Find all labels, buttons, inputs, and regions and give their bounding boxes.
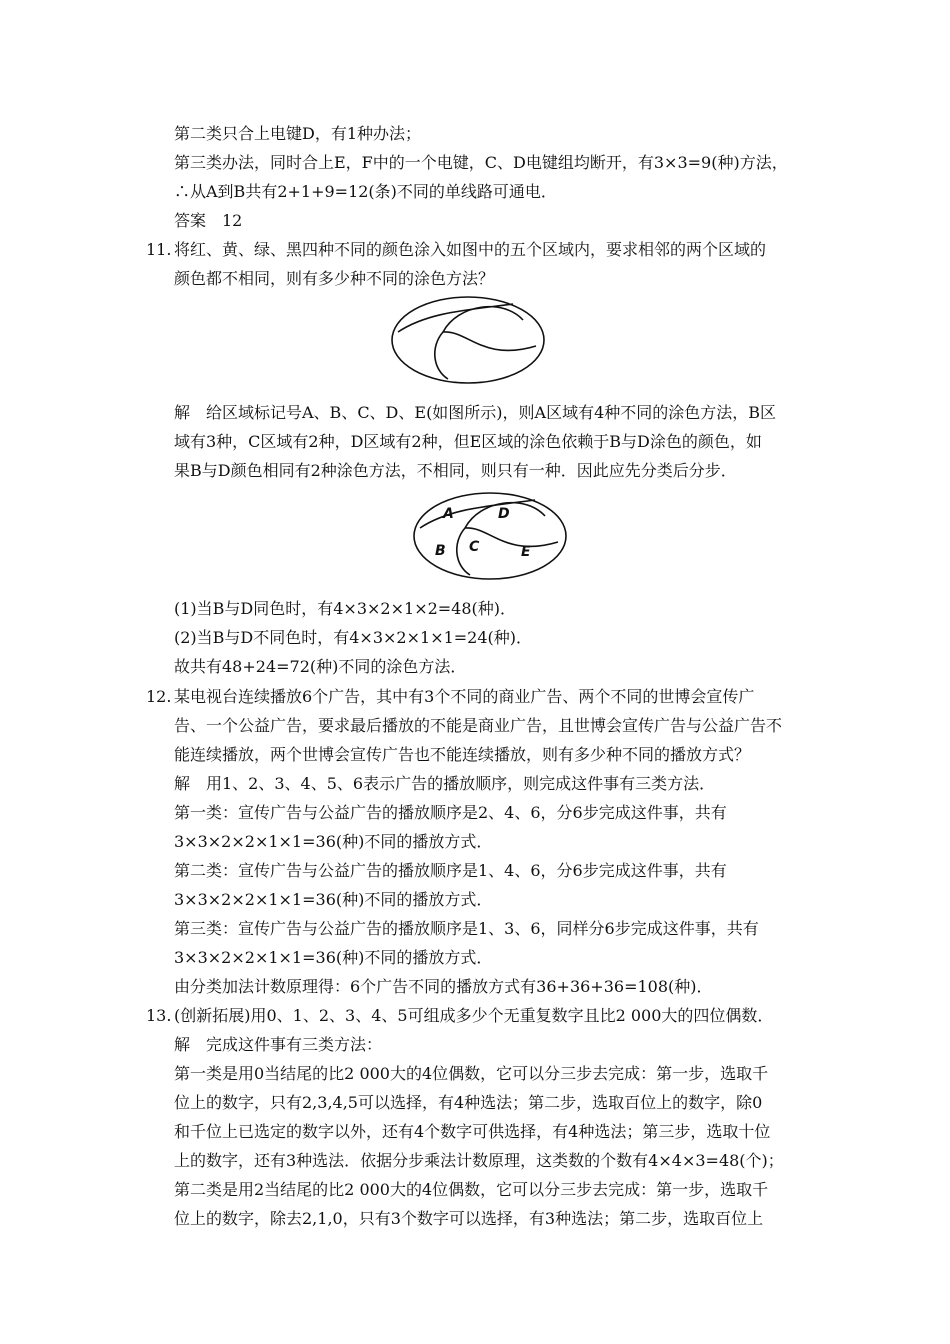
text-line: 由分类加法计数原理得：6个广告不同的播放方式有36+36+36=108(种)． [174, 977, 713, 996]
answer-line: 答案 12 [174, 211, 243, 230]
text-line: 3×3×2×2×1×1=36(种)不同的播放方式． [174, 948, 493, 967]
text-line: 告、一个公益广告，要求最后播放的不能是商业广告，且世博会宣传广告与公益广告不 [174, 716, 783, 735]
text-line: 第二类是用2当结尾的比2 000大的4位偶数，它可以分三步去完成：第一步，选取千 [174, 1180, 769, 1199]
region-label-d: D [498, 506, 510, 522]
region-figure-unlabeled [388, 292, 550, 390]
text-line: 解 用1、2、3、4、5、6表示广告的播放顺序，则完成这件事有三类方法． [174, 774, 716, 793]
problem-number: 13. [146, 1006, 172, 1025]
text-line: 第三类：宣传广告与公益广告的播放顺序是1、3、6，同样分6步完成这件事，共有 [174, 919, 759, 938]
text-line: 故共有48+24=72(种)不同的涂色方法． [174, 657, 467, 676]
problem-number: 11. [146, 240, 172, 259]
region-label-e: E [521, 544, 531, 560]
text-line: 第二类只合上电键D，有1种办法； [174, 124, 422, 143]
text-line: 第三类办法，同时合上E，F中的一个电键，C、D电键组均断开，有3×3=9(种)方法， [174, 153, 788, 172]
text-line: 3×3×2×2×1×1=36(种)不同的播放方式． [174, 890, 493, 909]
text-line: (1)当B与D同色时，有4×3×2×1×2=48(种)． [174, 599, 517, 618]
text-line: 第一类是用0当结尾的比2 000大的4位偶数，它可以分三步去完成：第一步，选取千 [174, 1064, 769, 1083]
text-line: 3×3×2×2×1×1=36(种)不同的播放方式． [174, 832, 493, 851]
region-label-a: A [443, 506, 454, 522]
text-line: 和千位上已选定的数字以外，还有4个数字可供选择，有4种选法；第三步，选取十位 [174, 1122, 771, 1141]
text-line: 解 完成这件事有三类方法： [174, 1035, 383, 1054]
text-line: 位上的数字，只有2,3,4,5可以选择，有4种选法；第二步，选取百位上的数字，除0 [174, 1093, 763, 1112]
text-line: 将红、黄、绿、黑四种不同的颜色涂入如图中的五个区域内，要求相邻的两个区域的 [174, 240, 767, 259]
text-line: 能连续播放，两个世博会宣传广告也不能连续播放，则有多少种不同的播放方式？ [174, 745, 751, 764]
text-line: 第一类：宣传广告与公益广告的播放顺序是2、4、6，分6步完成这件事，共有 [174, 803, 727, 822]
region-figure-labeled [410, 488, 572, 586]
region-label-c: C [469, 539, 480, 555]
text-line: (创新拓展)用0、1、2、3、4、5可组成多少个无重复数字且比2 000大的四位偶数． [174, 1006, 774, 1025]
text-line: ∴从A到B共有2+1+9=12(条)不同的单线路可通电． [174, 182, 557, 201]
text-line: 域有3种，C区域有2种，D区域有2种，但E区域的涂色依赖于B与D涂色的颜色，如 [174, 432, 762, 451]
text-line: 第二类：宣传广告与公益广告的播放顺序是1、4、6，分6步完成这件事，共有 [174, 861, 727, 880]
problem-number: 12. [146, 687, 172, 706]
text-line: 果B与D颜色相同有2种涂色方法，不相同，则只有一种．因此应先分类后分步． [174, 461, 737, 480]
text-line: 上的数字，还有3种选法．依据分步乘法计数原理，这类数的个数有4×4×3=48(个)； [174, 1151, 784, 1170]
text-line: 某电视台连续播放6个广告，其中有3个不同的商业广告、两个不同的世博会宣传广 [174, 687, 755, 706]
region-label-b: B [435, 543, 446, 559]
text-line: (2)当B与D不同色时，有4×3×2×1×1=24(种)． [174, 628, 533, 647]
text-line: 颜色都不相同，则有多少种不同的涂色方法？ [174, 269, 495, 288]
text-line: 位上的数字，除去2,1,0，只有3个数字可以选择，有3种选法；第二步，选取百位上 [174, 1209, 764, 1228]
text-line: 解 给区域标记号A、B、C、D、E(如图所示)，则A区域有4种不同的涂色方法，B区 [174, 403, 777, 422]
